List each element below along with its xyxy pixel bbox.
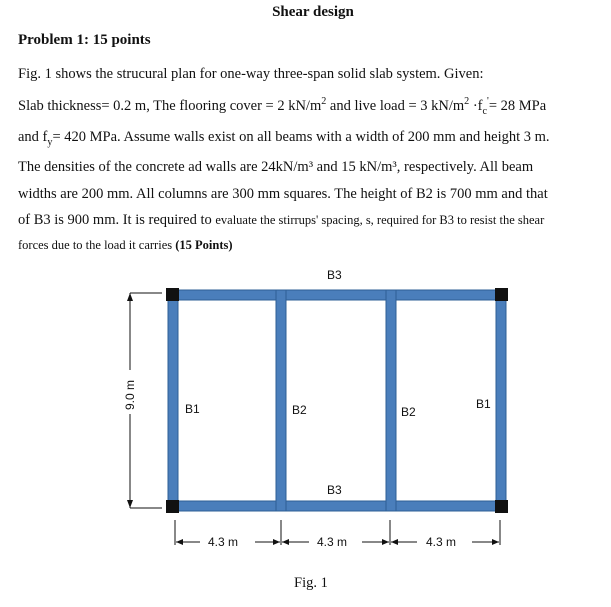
- line2-part-c: = 28 MPa: [488, 98, 547, 114]
- problem-line-5: widths are 200 mm. All columns are 300 mm squares. The height of B2 is 700 mm and that: [18, 186, 548, 202]
- line2-part-b: and live load = 3 kN/m: [326, 98, 465, 114]
- dim-span-3: 4.3 m: [426, 535, 457, 549]
- page-title: Shear design: [272, 4, 354, 20]
- line6-part-a: of B3 is 900 mm. It is required to: [18, 212, 216, 228]
- label-b1-right: B1: [476, 397, 491, 411]
- line2-part-a: Slab thickness= 0.2 m, The flooring cover = 2 kN/m: [18, 98, 322, 114]
- fc-symbol: $\cdot f_c'$: [469, 96, 489, 117]
- line7-points: (15 Points): [175, 238, 233, 252]
- line7-part-a: forces due to the load it carries: [18, 238, 176, 252]
- beam-b1-left: [168, 290, 178, 511]
- label-b2-right: B2: [401, 405, 416, 419]
- problem-line-3: and $f_y= 420$ MPa. Assume walls exist on all beams with a width of 200 mm and height 3 m.: [18, 129, 550, 148]
- column-bottom-left: [166, 500, 179, 513]
- dim-span-2: 4.3 m: [317, 535, 348, 549]
- problem-line-4: The densities of the concrete ad walls are 24kN/m³ and 15 kN/m³, respectively. All beam: [18, 159, 534, 175]
- line6-part-b: evaluate the stirrups' spacing, s, required for B3 to resist the shear: [215, 213, 545, 227]
- beam-b3-bottom: [168, 501, 506, 511]
- dim-height-label: 9.0 m: [123, 379, 137, 410]
- line3-part-b: = 420 MPa. Assume walls exist on all beams with a width of 200 mm and height 3 m.: [52, 129, 550, 145]
- columns: [166, 288, 508, 513]
- label-b1-left: B1: [185, 402, 200, 416]
- problem-heading: Problem 1: 15 points: [18, 32, 151, 48]
- column-bottom-right: [495, 500, 508, 513]
- line3-part-a: and f: [18, 129, 48, 145]
- beam-b1-right: [496, 290, 506, 511]
- beam-b3-top: [168, 290, 506, 300]
- figure-caption: Fig. 1: [294, 575, 328, 591]
- label-b3-top: B3: [327, 268, 342, 282]
- label-b2-left: B2: [292, 403, 307, 417]
- beams: [168, 290, 506, 511]
- column-top-right: [495, 288, 508, 301]
- beam-b2-right: [386, 290, 396, 511]
- label-b3-bottom: B3: [327, 483, 342, 497]
- problem-line-1: Fig. 1 shows the strucural plan for one-way three-span solid slab system. Given:: [18, 66, 484, 82]
- dim-span-1: 4.3 m: [208, 535, 239, 549]
- column-top-left: [166, 288, 179, 301]
- beam-b2-left: [276, 290, 286, 511]
- problem-line-2: Slab thickness= 0.2 m, The flooring cover = 2 $kN/m^2$ and live load = 3 $kN/m^2 \cdot f_c'= 28$ MPa: [18, 96, 547, 117]
